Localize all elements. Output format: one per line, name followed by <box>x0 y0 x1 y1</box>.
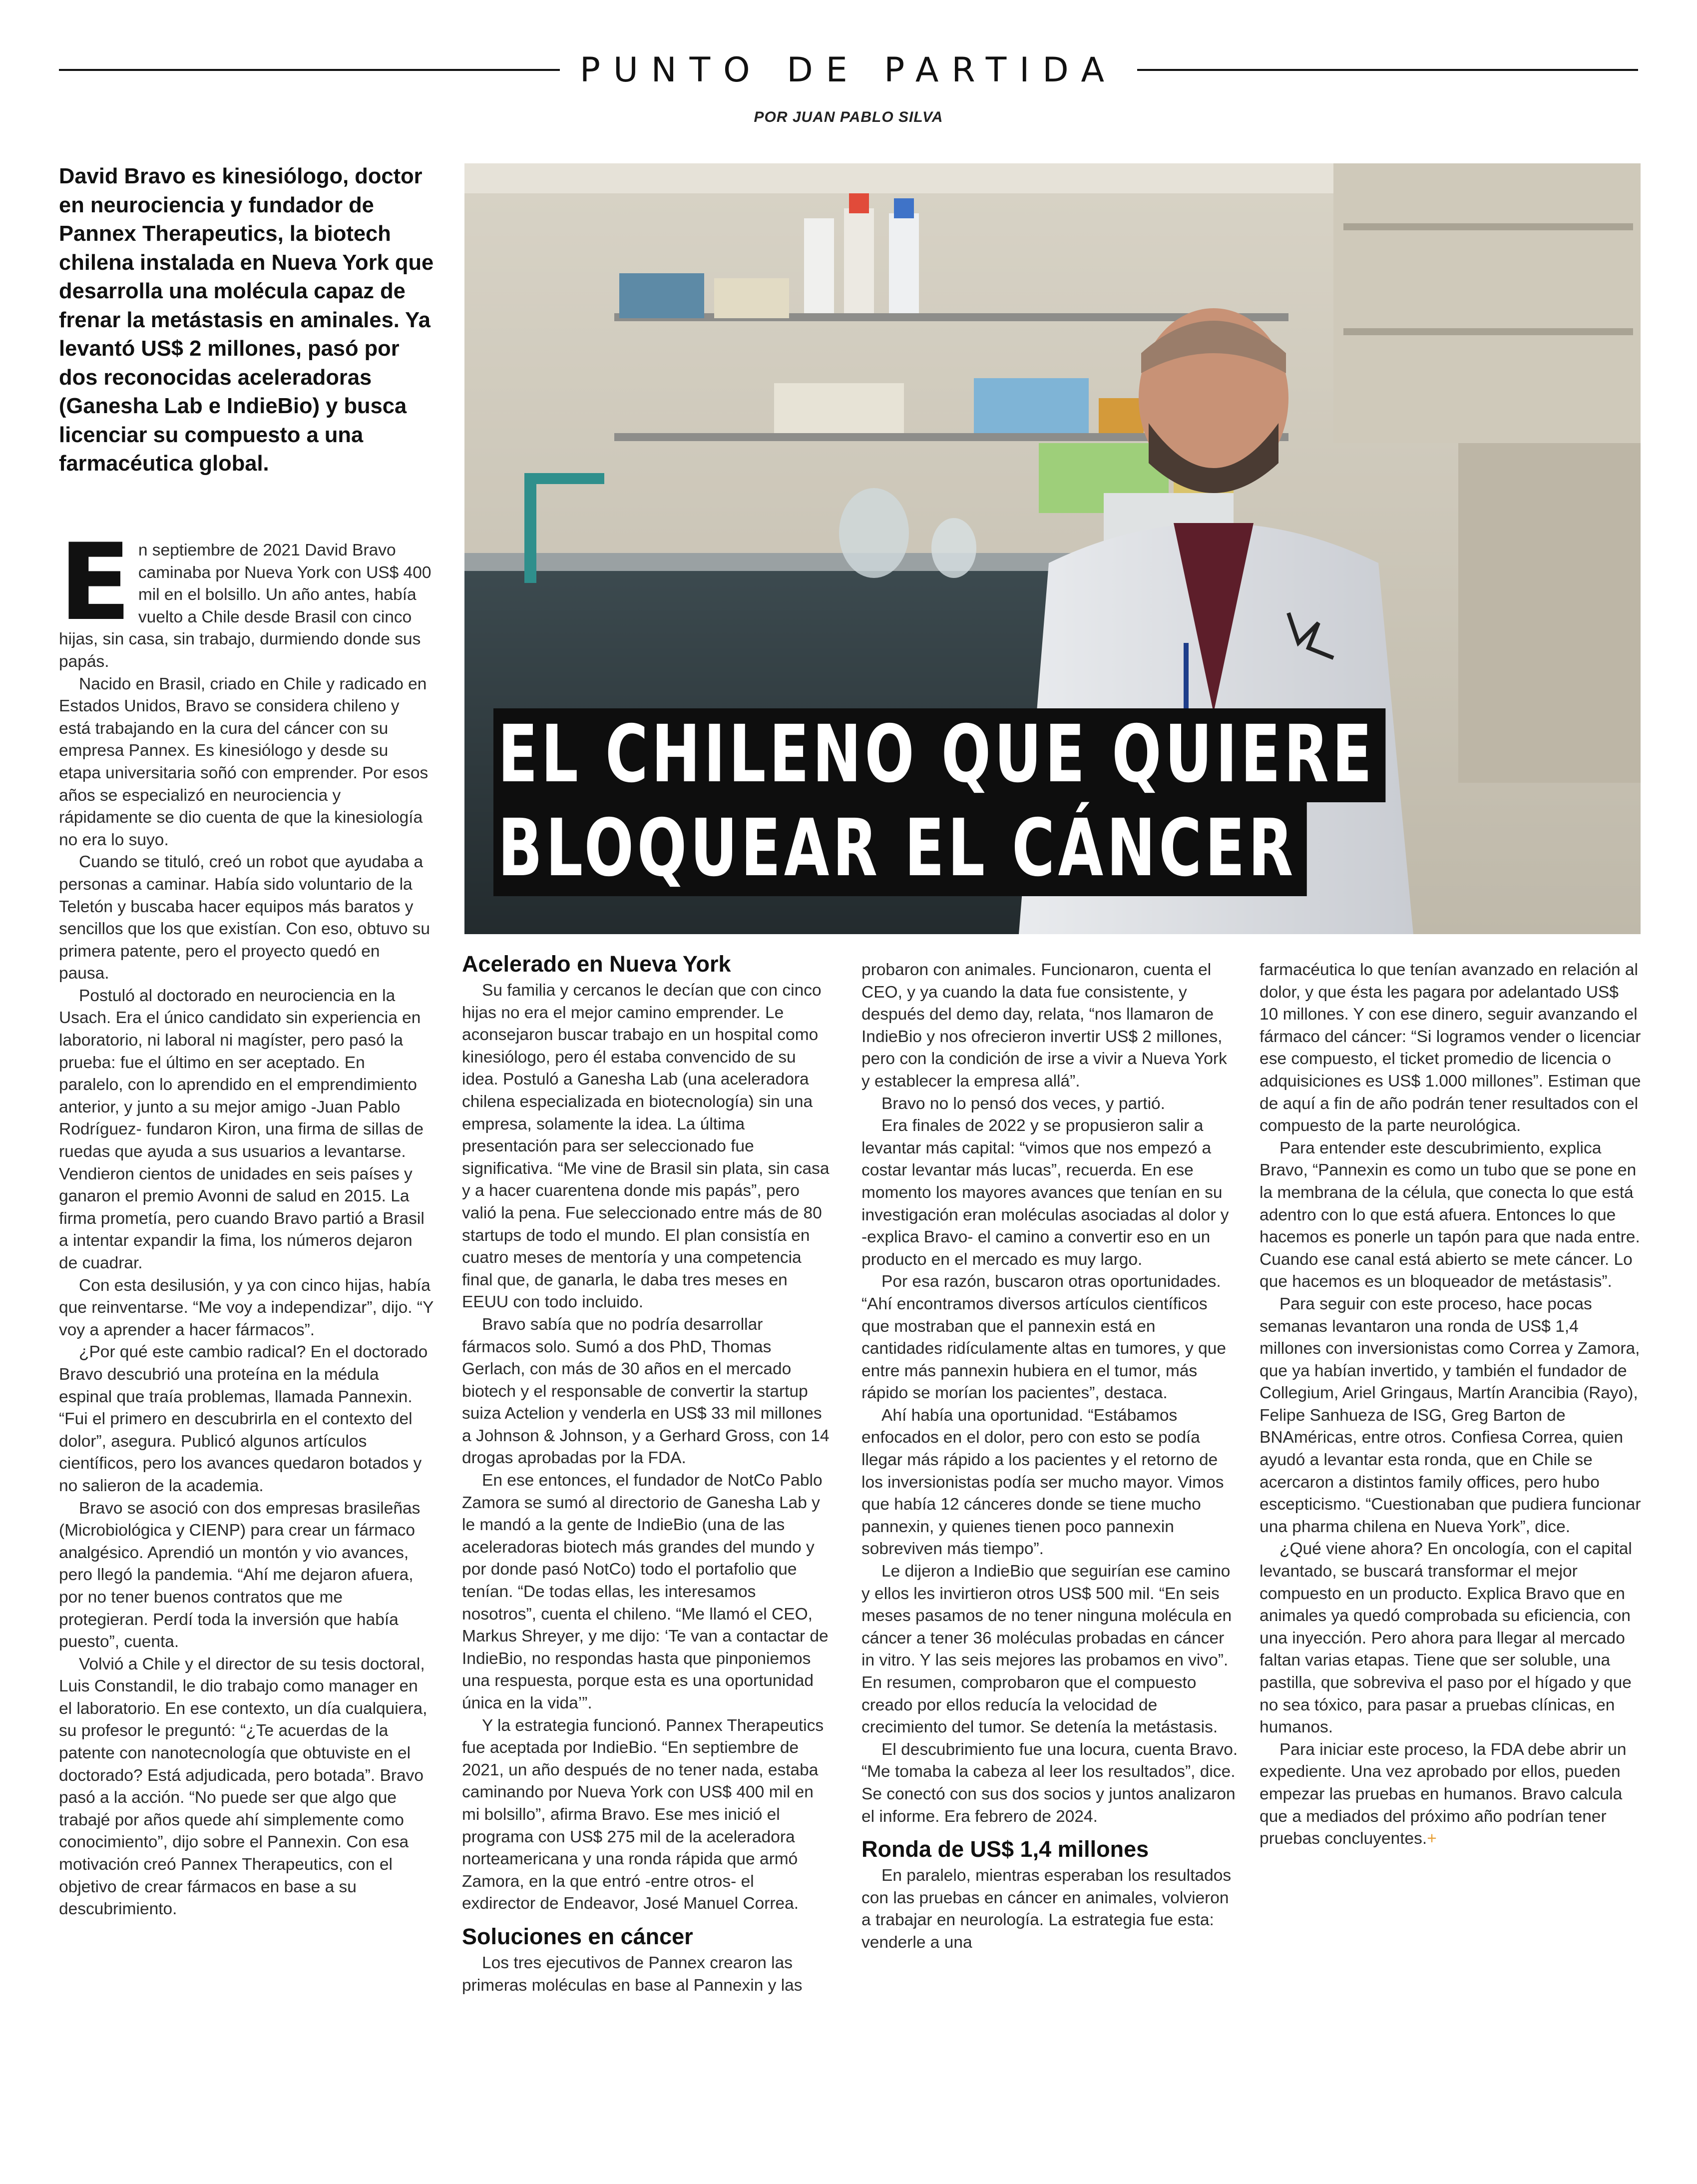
paragraph-text: Para iniciar este proceso, la FDA debe abrir un expediente. Una vez aprobado por ellos, pueden empezar las pruebas en humanos. Bravo calcula que a mediados del próximo año podrían tener pruebas concluyentes. <box>1260 1740 1627 1848</box>
paragraph: Ahí había una oportunidad. “Estábamos enfocados en el dolor, pero con esto se podía llegar más rápido a los pacientes y el retorno de los inversionistas podía ser mucho mayor. Vimos que había 12 cánceres donde se tiene mucho pannexin, y quienes tienen poco pannexin sobreviven más tiempo”. <box>861 1406 1224 1559</box>
paragraph: Postuló al doctorado en neurociencia en la Usach. Era el único candidato sin experiencia en laboratorio, ni laboral ni magíster, pero pasó la prueba: fue el último en ser aceptado. En paralelo, con lo aprendido en el emprendimiento anterior, y junto a su mejor amigo -Juan Pablo Rodríguez- fundaron Kiron, una firma de sillas de ruedas que ayuda a sus usuarios a levantarse. Vendieron cientos de unidades en seis países y ganaron el premio Avonni de salud en 2015. La firma prometía, pero cuando Bravo partió a Brasil a intentar expandir la fima, los números dejaron de cuadrar. <box>59 986 424 1272</box>
paragraph: Volvió a Chile y el director de su tesis doctoral, Luis Constandil, le dio trabajo como manager en el laboratorio. En ese contexto, un día cualquiera, su profesor le preguntó: “¿Te acuerdas de la patente con nanotecnología que obtuviste en el doctorado? Está adjudicada, pero botada”. Bravo pasó a la acción. “No puede ser que algo que trabajé por años quede ahí simplemente como conocimiento”, dijo sobre el Pannexin. Con esa motivación creó Pannex Therapeutics, con el objetivo de crear fármacos en base a su descubrimiento. <box>59 1654 427 1919</box>
paragraph: Y la estrategia funcionó. Pannex Therapeutics fue aceptada por IndieBio. “En septiembre de 2021, un año después de no tener nada, estaba caminando por Nueva York con US$ 400 mil en mi bolsillo”, afirma Bravo. Ese mes inició el programa con US$ 275 mil de la aceleradora norteamericana y una ronda rápida que armó Zamora, en la que entró -entre otros- el exdirector de Endeavor, José Manuel Correa. <box>462 1716 824 1913</box>
paragraph: n septiembre de 2021 David Bravo caminaba por Nueva York con US$ 400 mil en el bolsillo. Un año antes, había vuelto a Chile desde Brasil con cinco hijas, sin casa, sin trabajo, durmiendo donde sus papás. <box>59 541 431 671</box>
paragraph <box>1260 1739 1642 1850</box>
lead-paragraph: David Bravo es kinesiólogo, doctor en neurociencia y fundador de Pannex Therapeutics, la biotech chilena instalada en Nueva York que desarrolla una molécula capaz de frenar la metástasis en aminales. Ya levantó US$ 2 millones, pasó por dos reconocidas aceleradoras (Ganesha Lab e IndieBio) y busca licenciar su compuesto a una farmacéutica global. <box>59 164 434 476</box>
paragraph: Por esa razón, buscaron otras oportunidades. “Ahí encontramos diversos artículos científicos que mostraban que el pannexin está en cantidades ridículamente altas en tumores, y que entre más pannexin hubiera en el tumor, más rápido se morían los pacientes”, destaca. <box>861 1272 1226 1403</box>
paragraph: Cuando se tituló, creó un robot que ayudaba a personas a caminar. Había sido voluntario de la Teletón y buscaba hacer equipos más baratos y sencillos que los que existían. Con eso, obtuvo su primera patente, pero el proyecto quedó en pausa. <box>59 853 430 983</box>
subheading: Acelerado en Nueva York <box>462 951 731 977</box>
subheading: Ronda de US$ 1,4 millones <box>861 1836 1149 1862</box>
paragraph: Su familia y cercanos le decían que con cinco hijas no era el mejor camino emprender. Le aconsejaron buscar trabajo en un hospital como kinesiólogo, pero él estaba convencido de su idea. Postuló a Ganesha Lab (una aceleradora chilena especializada en biotecnología) sin una empresa, solamente la idea. La última presentación para ser seleccionado fue significativa. “Me vine de Brasil sin plata, sin casa y a hacer cuarentena donde mis papás”, pero valió la pena. Fue seleccionado entre más de 80 startups de todo el mundo. El plan consistía en cuatro meses de mentoría y una competencia final que, de ganarla, le daba tres meses en EEUU con todo incluido. <box>462 981 830 1312</box>
dropcap: E <box>59 521 131 644</box>
paragraph: El descubrimiento fue una locura, cuenta Bravo. “Me tomaba la cabeza al leer los resultados”, dice. Se conectó con sus dos socios y juntos analizaron el informe. Era febrero de 2024. <box>861 1740 1238 1826</box>
paragraph: farmacéutica lo que tenían avanzado en relación al dolor, y que ésta les pagara por adelantado US$ 10 millones. Y con ese dinero, seguir avanzando el fármaco del cáncer: “Si logramos vender o licenciar ese compuesto, el ticket promedio de licencia o adquisiciones es US$ 1.000 millones”. Estiman que de aquí a fin de año podrán tener resultados con el compuesto de la parte neurológica. <box>1260 961 1641 1135</box>
paragraph: probaron con animales. Funcionaron, cuenta el CEO, y ya cuando la data fue consistente, y después del demo day, relata, “nos llamaron de IndieBio y nos ofrecieron invertir US$ 2 millones, pero con la condición de irse a vivir a Nueva York y establecer la empresa allá”. <box>861 961 1227 1091</box>
headline-line-1: EL CHILENO QUE QUIERE <box>493 708 1386 802</box>
paragraph: Los tres ejecutivos de Pannex crearon las primeras moléculas en base al Pannexin y las <box>462 1953 803 1995</box>
headline <box>493 708 1697 896</box>
paragraph: Para entender este descubrimiento, explica Bravo, “Pannexin es como un tubo que se pone en la membrana de la célula, que conecta lo que está adentro con lo que está afuera. Entonces lo que hacemos es ponerle un tapón para que nada entre. Cuando ese canal está abierto se mete cáncer. Lo que hacemos es un bloqueador de metástasis”. <box>1260 1138 1640 1291</box>
subheading: Soluciones en cáncer <box>462 1923 693 1949</box>
end-mark-icon: + <box>1427 1829 1437 1848</box>
article-column-1 <box>59 521 433 1921</box>
section-header <box>59 50 1638 90</box>
article-column-2 <box>462 952 832 1997</box>
paragraph: En ese entonces, el fundador de NotCo Pablo Zamora se sumó al directorio de Ganesha Lab y le mandó a la gente de IndieBio (una de las aceleradoras biotech más grandes del mundo y por donde pasó NotCo) todo el portafolio que tenían. “De todas ellas, les interesamos nosotros”, cuenta el chileno. “Me llamó el CEO, Markus Shreyer, y me dijo: ‘Te van a contactar de IndieBio, no respondas hasta que pinponiemos una respuesta, porque esta es una oportunidad única en la vida’”. <box>462 1471 829 1712</box>
header-rule-right <box>1137 69 1638 71</box>
header-rule-left <box>59 69 560 71</box>
section-title: PUNTO DE PARTIDA <box>580 50 1118 90</box>
paragraph: ¿Por qué este cambio radical? En el doctorado Bravo descubrió una proteína en la médula espinal que traía problemas, llamada Pannexin. “Fui el primero en descubrirla en el contexto del dolor”, asegura. Publicó algunos artículos científicos, pero los avances quedaron botados y no salieron de la academia. <box>59 1343 428 1495</box>
paragraph: Para seguir con este proceso, hace pocas semanas levantaron una ronda de US$ 1,4 millones con inversionistas como Correa y Zamora, que ya habían invertido, y también el fundador de Collegium, Ariel Gringaus, Martín Arancibia (Rayo), Felipe Sanhueza de ISG, Greg Barton de BNAméricas, entre otros. Confiesa Correa, quien ayudó a levantar esta ronda, que en Chile se acercaron a distintos family offices, pero hubo escepticismo. “Cuestionaban que pudiera funcionar una pharma chilena en Nueva York”, dice. <box>1260 1294 1641 1536</box>
headline-line-2: BLOQUEAR EL CÁNCER <box>493 802 1307 896</box>
paragraph: Le dijeron a IndieBio que seguirían ese camino y ellos les invirtieron otros US$ 500 mil. “En seis meses pasamos de no tener ninguna molécula en cáncer a tener 36 moléculas probadas en cáncer in vitro. Y las seis mejores las probamos en vivo”. En resumen, comprobaron que el compuesto creado por ellos reducía la velocidad de crecimiento del tumor. Se detenía la metástasis. <box>861 1562 1232 1737</box>
paragraph: Nacido en Brasil, criado en Chile y radicado en Estados Unidos, Bravo se considera chileno y está trabajando en la cura del cáncer con su empresa Pannex. Es kinesiólogo y desde su etapa universitaria soñó con emprender. Por esos años se especializó en neurociencia y rápidamente se dio cuenta de que la kinesiología no era lo suyo. <box>59 674 428 849</box>
article-column-4 <box>1260 959 1642 1850</box>
article-column-3 <box>861 959 1239 1954</box>
paragraph: Bravo sabía que no podría desarrollar fármacos solo. Sumó a dos PhD, Thomas Gerlach, con más de 30 años en el mercado biotech y el responsable de convertir la startup suiza Actelion y venderla en US$ 33 mil millones a Johnson & Johnson, y a Gerhard Gross, con 14 drogas aprobadas por la FDA. <box>462 1315 830 1468</box>
paragraph: Con esta desilusión, y ya con cinco hijas, había que reinventarse. “Me voy a independizar”, dijo. “Y voy a aprender a hacer fármacos”. <box>59 1276 433 1339</box>
paragraph: ¿Qué viene ahora? En oncología, con el capital levantado, se buscará transformar el mejor compuesto en un producto. Explica Bravo que en animales ya quedó comprobada su eficiencia, con una inyección. Pero ahora para llegar al mercado faltan varias etapas. Tiene que ser soluble, una pastilla, que sobreviva el paso por el hígado y que no sea tóxico, para pasar a pruebas clínicas, en humanos. <box>1260 1540 1632 1737</box>
paragraph: Bravo se asoció con dos empresas brasileñas (Microbiológica y CIENP) para crear un fármaco analgésico. Aprendió un montón y vio avances, pero llegó la pandemia. “Ahí me dejaron afuera, por no tener buenos contratos que me protegieran. Perdí toda la inversión que había puesto”, cuenta. <box>59 1499 421 1651</box>
byline: POR JUAN PABLO SILVA <box>754 109 943 125</box>
paragraph: Bravo no lo pensó dos veces, y partió. <box>881 1094 1165 1113</box>
paragraph: Era finales de 2022 y se propusieron salir a levantar más capital: “vimos que nos empezó a costar levantar más lucas”, recuerda. En ese momento los mayores avances que tenían en su investigación eran moléculas asociadas al dolor y -explica Bravo- el camino a convertir eso en un producto en el mercado es muy largo. <box>861 1116 1229 1269</box>
paragraph: En paralelo, mientras esperaban los resultados con las pruebas en cáncer en animales, volvieron a trabajar en neurología. La estrategia fue esta: venderle a una <box>861 1866 1232 1952</box>
